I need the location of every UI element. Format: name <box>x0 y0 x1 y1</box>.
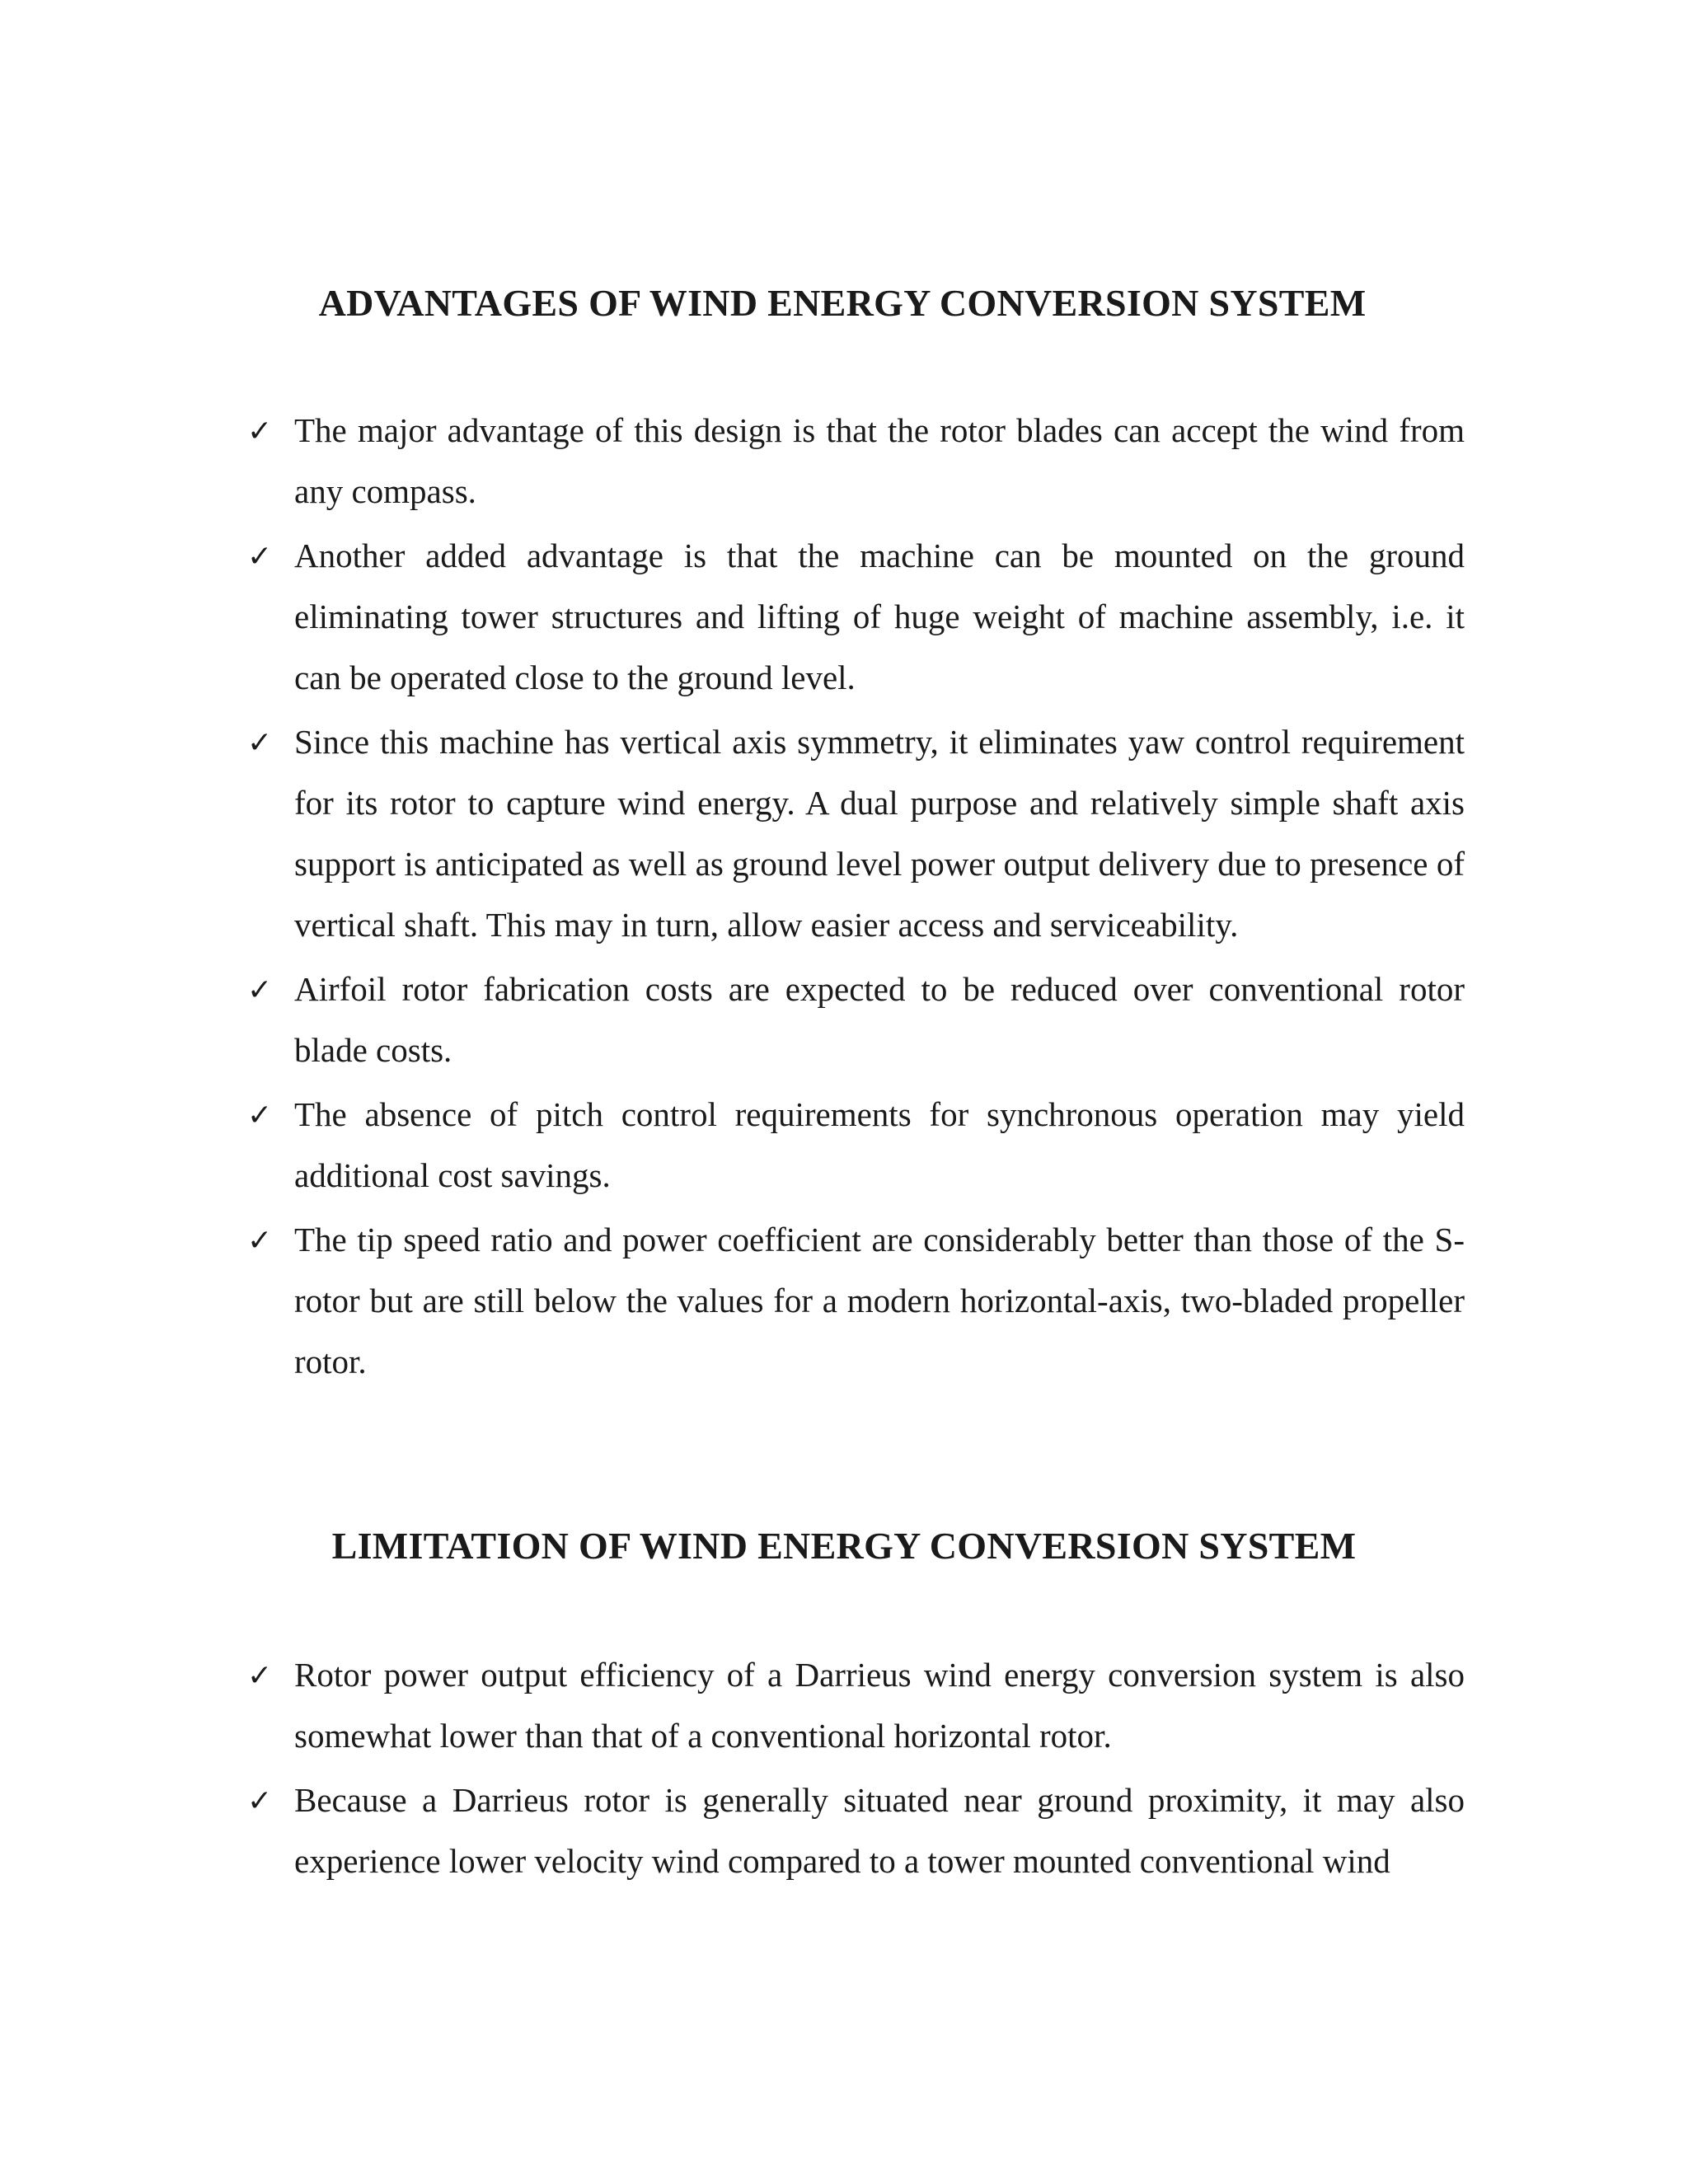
check-mark-icon: ✓ <box>247 1784 273 1818</box>
list-item <box>0 958 1688 1080</box>
check-mark-icon: ✓ <box>247 726 273 760</box>
list-item-text: Another added advantage is that the machine can be mounted on the ground eliminating tower structures and lifting of huge weight of machine assembly, i.e. it can be operated close to the ground level. <box>294 537 1465 696</box>
check-mark-icon: ✓ <box>247 540 273 574</box>
list-item-text: Airfoil rotor fabrication costs are expected to be reduced over conventional rotor blade costs. <box>294 970 1465 1069</box>
check-mark-icon: ✓ <box>247 1659 273 1693</box>
list-item <box>0 525 1688 708</box>
list-item-text: The major advantage of this design is that the rotor blades can accept the wind from any compass. <box>294 411 1465 510</box>
check-mark-icon: ✓ <box>247 1099 273 1132</box>
limitations-list <box>0 1644 1688 1895</box>
list-item-text: The tip speed ratio and power coefficient are considerably better than those of the S-rotor but are still below the values for a modern horizontal-axis, two-bladed propeller rotor. <box>294 1221 1465 1380</box>
list-item-text: The absence of pitch control requirements for synchronous operation may yield additional cost savings. <box>294 1095 1465 1194</box>
list-item <box>0 1644 1688 1766</box>
list-item-text: Rotor power output efficiency of a Darrieus wind energy conversion system is also somewhat lower than that of a conventional horizontal rotor. <box>294 1656 1465 1755</box>
check-mark-icon: ✓ <box>247 973 273 1007</box>
list-item <box>0 1209 1688 1392</box>
list-item-text: Since this machine has vertical axis symmetry, it eliminates yaw control requirement for its rotor to capture wind energy. A dual purpose and relatively simple shaft axis support is anticipated as well as ground level power output delivery due to presence of vertical shaft. This may in turn, allow easier access and serviceability. <box>294 723 1465 944</box>
limitations-heading: LIMITATION OF WIND ENERGY CONVERSION SYSTEM <box>331 1525 1357 1567</box>
list-item <box>0 1769 1688 1891</box>
list-item-text: Because a Darrieus rotor is generally situated near ground proximity, it may also experience lower velocity wind compared to a tower mounted conventional wind <box>294 1781 1465 1880</box>
advantages-heading: ADVANTAGES OF WIND ENERGY CONVERSION SYSTEM <box>318 282 1367 324</box>
check-mark-icon: ✓ <box>247 1224 273 1258</box>
list-item <box>0 400 1688 522</box>
list-item <box>0 711 1688 955</box>
check-mark-icon: ✓ <box>247 415 273 448</box>
list-item <box>0 1084 1688 1206</box>
advantages-list <box>0 400 1688 1395</box>
